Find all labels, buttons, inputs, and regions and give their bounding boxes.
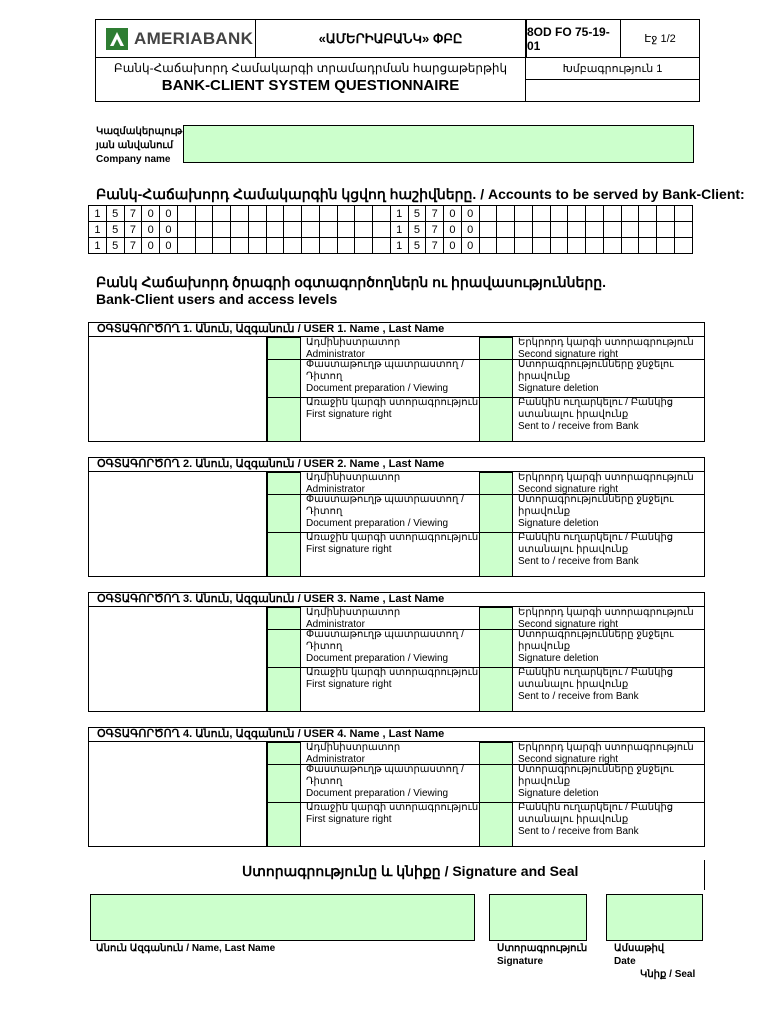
permission-label-line: Առաջին կարգի ստորագրություն (306, 532, 479, 543)
permission-label (300, 764, 479, 800)
permission-checkbox[interactable] (479, 667, 513, 712)
user-header: ՕԳՏԱԳՈՐԾՈՂ 2. Անուն, Ազգանուն / USER 2. Name , Last Name (89, 458, 704, 472)
account-prefix-digit: 1 (89, 238, 107, 254)
permission-label-line: Document preparation / Viewing (306, 383, 449, 394)
user-header: ՕԳՏԱԳՈՐԾՈՂ 1. Անուն, Ազգանուն / USER 1. Name , Last Name (89, 323, 704, 337)
permission-checkbox[interactable] (479, 629, 513, 668)
permission-label (512, 667, 702, 703)
ameriabank-logo-icon (106, 28, 128, 50)
permission-label (300, 629, 479, 665)
permission-label-line: Առաջին կարգի ստորագրություն (306, 667, 479, 678)
account-digit-cell[interactable] (177, 206, 195, 222)
date-label (614, 942, 664, 968)
permission-label (512, 337, 702, 361)
signature-field[interactable] (489, 894, 587, 941)
permission-label (300, 494, 479, 530)
permission-label (512, 397, 702, 433)
permission-label-line: ստանալու իրավունք (518, 679, 629, 690)
permission-label-line: Sent to / receive from Bank (518, 691, 639, 702)
company-label-hy-2: յան անվանում (96, 140, 174, 151)
permission-label (300, 802, 479, 826)
permission-label-line: Sent to / receive from Bank (518, 421, 639, 432)
bank-title: «ԱՄԵՐԻԱԲԱՆԿ» ՓԲԸ (256, 20, 526, 58)
permission-label (512, 532, 702, 568)
permission-label-line: Second signature right (518, 349, 619, 360)
account-digit-cell[interactable] (586, 238, 604, 254)
account-prefix-digit: 5 (106, 222, 124, 238)
permission-checkbox[interactable] (267, 359, 301, 398)
permission-label (512, 764, 702, 800)
permission-label-line: Փաստաթուղթ պատրաստող / (306, 359, 464, 370)
account-prefix-digit: 1 (390, 222, 408, 238)
permission-label (512, 742, 702, 766)
user-block-1 (88, 322, 705, 442)
account-digit-cell[interactable] (231, 222, 249, 238)
account-prefix-digit: 0 (461, 222, 479, 238)
account-digit-cell[interactable] (337, 222, 355, 238)
permission-label-line: Ադմինիստրատոր (306, 472, 401, 483)
account-digit-cell[interactable] (337, 238, 355, 254)
user-name-field[interactable] (89, 607, 267, 712)
account-prefix-digit: 7 (426, 206, 444, 222)
account-digit-cell[interactable] (603, 238, 621, 254)
document-code: 8OD FO 75-19-01 (526, 20, 621, 58)
account-digit-cell[interactable] (639, 222, 657, 238)
permission-label-line: Administrator (306, 349, 365, 360)
account-digit-cell[interactable] (231, 206, 249, 222)
name-field[interactable] (90, 894, 475, 941)
account-digit-cell[interactable] (497, 222, 515, 238)
account-digit-cell[interactable] (603, 206, 621, 222)
permission-label-line: ստանալու իրավունք (518, 409, 629, 420)
permission-label (300, 607, 479, 631)
edition-number: Խմբագրություն 1 (526, 58, 699, 80)
account-digit-cell[interactable] (603, 222, 621, 238)
account-digit-cell[interactable] (284, 222, 302, 238)
permission-label-line: Second signature right (518, 754, 619, 765)
account-row (89, 222, 693, 238)
permission-label-line: Առաջին կարգի ստորագրություն (306, 397, 479, 408)
permission-checkbox[interactable] (267, 667, 301, 712)
account-digit-cell[interactable] (639, 238, 657, 254)
account-digit-cell[interactable] (266, 206, 284, 222)
permission-label (300, 359, 479, 395)
account-prefix-digit: 7 (124, 238, 142, 254)
user-name-field[interactable] (89, 472, 267, 577)
accounts-title: Բանկ-Հաճախորդ Համակարգին կցվող հաշիվները. / Accounts to be served by Bank-Client: (96, 186, 745, 202)
permission-label-line: Բանկին ուղարկելու / Բանկից (518, 397, 674, 408)
permission-checkbox[interactable] (479, 397, 513, 442)
account-prefix-digit: 1 (390, 206, 408, 222)
account-prefix-digit: 0 (160, 206, 178, 222)
permission-checkbox[interactable] (267, 494, 301, 533)
permission-label (300, 667, 479, 691)
permission-label-line: Փաստաթուղթ պատրաստող / (306, 494, 464, 505)
account-prefix-digit: 0 (142, 206, 160, 222)
account-row (89, 238, 693, 254)
page-number: Էջ 1/2 (621, 20, 699, 58)
permission-label (300, 472, 479, 496)
account-digit-cell[interactable] (248, 206, 266, 222)
account-digit-cell[interactable] (550, 206, 568, 222)
date-label-hy: Ամսաթիվ (614, 943, 665, 954)
permission-label-line: Ադմինիստրատոր (306, 337, 401, 348)
account-prefix-digit: 0 (142, 238, 160, 254)
accounts-grid (88, 205, 693, 254)
permission-label-line: ստանալու իրավունք (518, 814, 629, 825)
permission-label (512, 802, 702, 838)
account-digit-cell[interactable] (355, 222, 373, 238)
signature-label-en: Signature (497, 956, 544, 967)
account-digit-cell[interactable] (195, 222, 213, 238)
account-row (89, 206, 693, 222)
permission-label-line: Administrator (306, 484, 365, 495)
company-label-hy-1: Կազմակերպութ (96, 126, 183, 137)
account-digit-cell[interactable] (674, 238, 692, 254)
signature-title: Ստորագրությունը և կնիքը / Signature and Seal (242, 863, 579, 879)
account-prefix-digit: 0 (160, 238, 178, 254)
permission-checkbox[interactable] (267, 397, 301, 442)
permission-label (512, 359, 702, 395)
users-section-title (96, 274, 606, 308)
account-digit-cell[interactable] (319, 222, 337, 238)
user-block-4 (88, 727, 705, 847)
users-title-en: Bank-Client users and access levels (96, 291, 338, 307)
account-digit-cell[interactable] (639, 206, 657, 222)
account-prefix-digit: 0 (444, 206, 462, 222)
permission-label-line: Administrator (306, 754, 365, 765)
permission-checkbox[interactable] (479, 742, 513, 765)
permission-label-line: Signature deletion (518, 653, 599, 664)
permission-label-line: Signature deletion (518, 788, 599, 799)
permission-label (300, 532, 479, 556)
account-prefix-digit: 0 (160, 222, 178, 238)
permission-checkbox[interactable] (479, 802, 513, 847)
permission-checkbox[interactable] (479, 764, 513, 803)
permission-label-line: Երկրորդ կարգի ստորագրություն (518, 742, 694, 753)
permission-label-line: Բանկին ուղարկելու / Բանկից (518, 667, 674, 678)
account-digit-cell[interactable] (231, 238, 249, 254)
account-digit-cell[interactable] (302, 206, 320, 222)
signature-label (497, 942, 587, 968)
permission-checkbox[interactable] (267, 472, 301, 495)
account-prefix-digit: 7 (426, 238, 444, 254)
account-digit-cell[interactable] (586, 222, 604, 238)
account-digit-cell[interactable] (568, 222, 586, 238)
account-digit-cell[interactable] (621, 206, 639, 222)
account-digit-cell[interactable] (586, 206, 604, 222)
permission-label-line: Sent to / receive from Bank (518, 826, 639, 837)
account-digit-cell[interactable] (302, 222, 320, 238)
logo-text: AMERIABANK (134, 28, 254, 48)
permission-label-line: Փաստաթուղթ պատրաստող / (306, 764, 464, 775)
account-prefix-digit: 0 (461, 206, 479, 222)
permission-label (300, 337, 479, 361)
account-prefix-digit: 1 (390, 238, 408, 254)
permission-label-line: Դիտող (306, 641, 343, 652)
permission-label-line: Ստորագրությունները ջնջելու (518, 494, 674, 505)
account-digit-cell[interactable] (515, 206, 533, 222)
name-label: Անուն Ազգանուն / Name, Last Name (96, 943, 276, 954)
account-digit-cell[interactable] (266, 238, 284, 254)
account-prefix-digit: 7 (426, 222, 444, 238)
permission-checkbox[interactable] (267, 802, 301, 847)
account-prefix-digit: 0 (444, 222, 462, 238)
permission-label (300, 742, 479, 766)
account-prefix-digit: 0 (461, 238, 479, 254)
account-digit-cell[interactable] (621, 222, 639, 238)
account-digit-cell[interactable] (213, 206, 231, 222)
permission-label (512, 472, 702, 496)
company-name-label (96, 125, 182, 167)
permission-label-line: First signature right (306, 409, 392, 420)
account-prefix-digit: 5 (106, 238, 124, 254)
permission-checkbox[interactable] (479, 359, 513, 398)
permission-checkbox[interactable] (479, 532, 513, 577)
permission-label-line: Երկրորդ կարգի ստորագրություն (518, 607, 694, 618)
permission-label-line: Դիտող (306, 776, 343, 787)
permission-label-line: իրավունք (518, 641, 571, 652)
permission-label-line: Ստորագրությունները ջնջելու (518, 764, 674, 775)
permission-label (512, 629, 702, 665)
account-digit-cell[interactable] (515, 238, 533, 254)
logo (96, 20, 256, 58)
company-label-en: Company name (96, 154, 171, 165)
account-digit-cell[interactable] (532, 238, 550, 254)
permission-label-line: Փաստաթուղթ պատրաստող / (306, 629, 464, 640)
permission-label-line: Դիտող (306, 371, 343, 382)
account-digit-cell[interactable] (657, 206, 675, 222)
company-name-field[interactable] (183, 125, 694, 163)
account-prefix-digit: 5 (106, 206, 124, 222)
permission-checkbox[interactable] (267, 532, 301, 577)
account-digit-cell[interactable] (337, 206, 355, 222)
account-prefix-digit: 7 (124, 222, 142, 238)
subtitle-armenian: Բանկ-Հաճախորդ Համակարգի տրամադրման հարցաթերթիկ (113, 61, 508, 75)
account-digit-cell[interactable] (532, 222, 550, 238)
users-title-hy: Բանկ Հաճախորդ ծրագրի օգտագործողներն ու իրավասությունները. (96, 274, 607, 290)
account-digit-cell[interactable] (302, 238, 320, 254)
permission-label-line: First signature right (306, 544, 392, 555)
account-digit-cell[interactable] (177, 222, 195, 238)
account-digit-cell[interactable] (674, 206, 692, 222)
permission-label-line: Signature deletion (518, 383, 599, 394)
permission-checkbox[interactable] (479, 607, 513, 630)
permission-label-line: Document preparation / Viewing (306, 788, 449, 799)
user-header: ՕԳՏԱԳՈՐԾՈՂ 4. Անուն, Ազգանուն / USER 4. Name , Last Name (89, 728, 704, 742)
permission-label-line: Դիտող (306, 506, 343, 517)
permission-label-line: Երկրորդ կարգի ստորագրություն (518, 472, 694, 483)
account-digit-cell[interactable] (532, 206, 550, 222)
account-digit-cell[interactable] (550, 238, 568, 254)
account-digit-cell[interactable] (550, 222, 568, 238)
account-prefix-digit: 7 (124, 206, 142, 222)
user-block-2 (88, 457, 705, 577)
account-digit-cell[interactable] (195, 206, 213, 222)
permission-label-line: ստանալու իրավունք (518, 544, 629, 555)
signature-label-hy: Ստորագրություն (497, 943, 588, 954)
account-digit-cell[interactable] (373, 238, 391, 254)
account-digit-cell[interactable] (674, 222, 692, 238)
account-digit-cell[interactable] (195, 238, 213, 254)
account-digit-cell[interactable] (479, 222, 497, 238)
permission-label-line: Document preparation / Viewing (306, 653, 449, 664)
account-digit-cell[interactable] (568, 238, 586, 254)
account-digit-cell[interactable] (657, 222, 675, 238)
permission-label-line: Ադմինիստրատոր (306, 607, 401, 618)
account-digit-cell[interactable] (319, 206, 337, 222)
date-field[interactable] (606, 894, 703, 941)
document-header (95, 19, 700, 102)
account-digit-cell[interactable] (248, 238, 266, 254)
account-digit-cell[interactable] (284, 238, 302, 254)
user-header: ՕԳՏԱԳՈՐԾՈՂ 3. Անուն, Ազգանուն / USER 3. Name , Last Name (89, 593, 704, 607)
permission-label-line: իրավունք (518, 506, 571, 517)
permission-label-line: Բանկին ուղարկելու / Բանկից (518, 532, 674, 543)
account-digit-cell[interactable] (213, 222, 231, 238)
signature-divider (704, 860, 705, 890)
permission-label-line: Երկրորդ կարգի ստորագրություն (518, 337, 694, 348)
permission-label-line: իրավունք (518, 776, 571, 787)
account-digit-cell[interactable] (621, 238, 639, 254)
permission-label-line: Ստորագրությունները ջնջելու (518, 629, 674, 640)
permission-checkbox[interactable] (267, 742, 301, 765)
account-prefix-digit: 0 (142, 222, 160, 238)
permission-label-line: Առաջին կարգի ստորագրություն (306, 802, 479, 813)
subtitle-english: BANK-CLIENT SYSTEM QUESTIONNAIRE (161, 77, 460, 94)
user-block-3 (88, 592, 705, 712)
permission-checkbox[interactable] (479, 337, 513, 360)
account-prefix-digit: 1 (89, 206, 107, 222)
account-digit-cell[interactable] (319, 238, 337, 254)
permission-label-line: First signature right (306, 814, 392, 825)
account-digit-cell[interactable] (657, 238, 675, 254)
permission-label (512, 494, 702, 530)
account-prefix-digit: 5 (408, 238, 426, 254)
permission-label-line: Sent to / receive from Bank (518, 556, 639, 567)
account-prefix-digit: 0 (444, 238, 462, 254)
account-digit-cell[interactable] (373, 206, 391, 222)
account-prefix-digit: 1 (89, 222, 107, 238)
seal-label: Կնիք / Seal (640, 969, 696, 980)
account-digit-cell[interactable] (515, 222, 533, 238)
permission-checkbox[interactable] (479, 494, 513, 533)
account-digit-cell[interactable] (497, 238, 515, 254)
permission-label-line: Second signature right (518, 619, 619, 630)
permission-checkbox[interactable] (267, 337, 301, 360)
questionnaire-title (96, 58, 526, 102)
account-prefix-digit: 5 (408, 206, 426, 222)
permission-label (300, 397, 479, 421)
account-digit-cell[interactable] (568, 206, 586, 222)
permission-label-line: Second signature right (518, 484, 619, 495)
account-digit-cell[interactable] (284, 206, 302, 222)
account-prefix-digit: 5 (408, 222, 426, 238)
date-label-en: Date (614, 956, 636, 967)
account-digit-cell[interactable] (213, 238, 231, 254)
account-digit-cell[interactable] (479, 238, 497, 254)
account-digit-cell[interactable] (497, 206, 515, 222)
account-digit-cell[interactable] (177, 238, 195, 254)
permission-checkbox[interactable] (267, 607, 301, 630)
permission-label-line: Administrator (306, 619, 365, 630)
permission-checkbox[interactable] (267, 629, 301, 668)
permission-label (512, 607, 702, 631)
account-digit-cell[interactable] (266, 222, 284, 238)
account-digit-cell[interactable] (479, 206, 497, 222)
permission-checkbox[interactable] (267, 764, 301, 803)
account-digit-cell[interactable] (248, 222, 266, 238)
permission-checkbox[interactable] (479, 472, 513, 495)
permission-label-line: Document preparation / Viewing (306, 518, 449, 529)
permission-label-line: First signature right (306, 679, 392, 690)
user-name-field[interactable] (89, 337, 267, 442)
user-name-field[interactable] (89, 742, 267, 847)
account-digit-cell[interactable] (355, 206, 373, 222)
permission-label-line: Ադմինիստրատոր (306, 742, 401, 753)
permission-label-line: Ստորագրությունները ջնջելու (518, 359, 674, 370)
permission-label-line: Բանկին ուղարկելու / Բանկից (518, 802, 674, 813)
permission-label-line: իրավունք (518, 371, 571, 382)
account-digit-cell[interactable] (355, 238, 373, 254)
account-digit-cell[interactable] (373, 222, 391, 238)
permission-label-line: Signature deletion (518, 518, 599, 529)
